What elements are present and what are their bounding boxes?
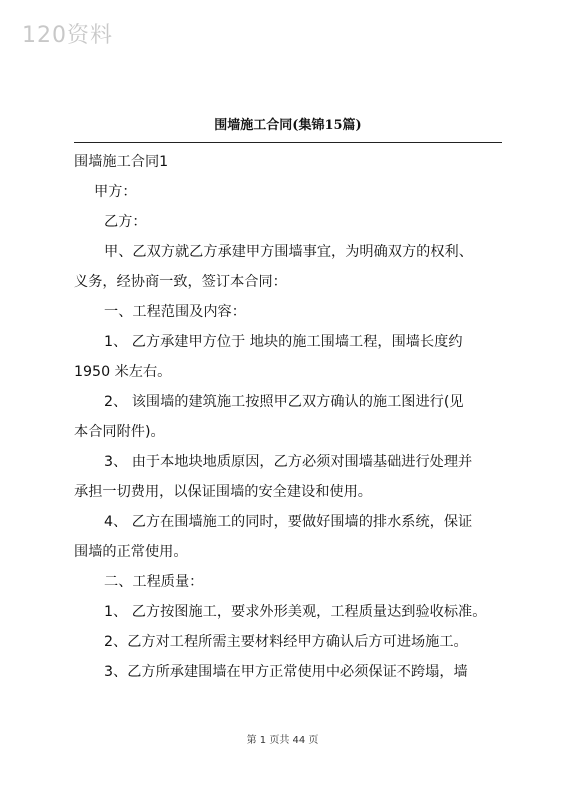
page-footer: 第 1 页共 44 页	[246, 735, 319, 746]
header-divider	[74, 142, 502, 143]
paragraph-line: 2、 该围墙的建筑施工按照甲乙双方确认的施工图进行(见	[104, 394, 464, 410]
section-title: 围墙施工合同1	[74, 154, 169, 170]
section-heading: 二、工程质量：	[104, 574, 204, 590]
party-b-label: 乙方：	[104, 214, 147, 230]
paragraph-line: 围墙的正常使用。	[74, 544, 188, 560]
document-header-title: 围墙施工合同(集锦15篇)	[214, 118, 362, 133]
paragraph-line: 3、乙方所承建围墙在甲方正常使用中必须保证不跨塌，墙	[104, 664, 468, 680]
watermark: 120资料	[22, 23, 113, 48]
paragraph-line: 1、 乙方按图施工，要求外形美观，工程质量达到验收标准。	[104, 604, 487, 620]
paragraph-line: 本合同附件)。	[74, 424, 165, 440]
paragraph-line: 3、 由于本地块地质原因，乙方必须对围墙基础进行处理并	[104, 454, 473, 470]
paragraph-line: 4、 乙方在围墙施工的同时，要做好围墙的排水系统，保证	[104, 514, 473, 530]
paragraph-line: 义务，经协商一致，签订本合同：	[74, 274, 287, 290]
section-heading: 一、工程范围及内容：	[104, 304, 246, 320]
paragraph-line: 1950 米左右。	[74, 364, 172, 380]
party-a-label: 甲方：	[94, 184, 137, 200]
paragraph-line: 1、 乙方承建甲方位于 地块的施工围墙工程，围墙长度约	[104, 334, 463, 350]
paragraph-line: 承担一切费用，以保证围墙的安全建设和使用。	[74, 484, 372, 500]
paragraph-line: 2、乙方对工程所需主要材料经甲方确认后方可进场施工。	[104, 634, 468, 650]
paragraph-line: 甲、乙双方就乙方承建甲方围墙事宜，为明确双方的权利、	[104, 244, 473, 260]
